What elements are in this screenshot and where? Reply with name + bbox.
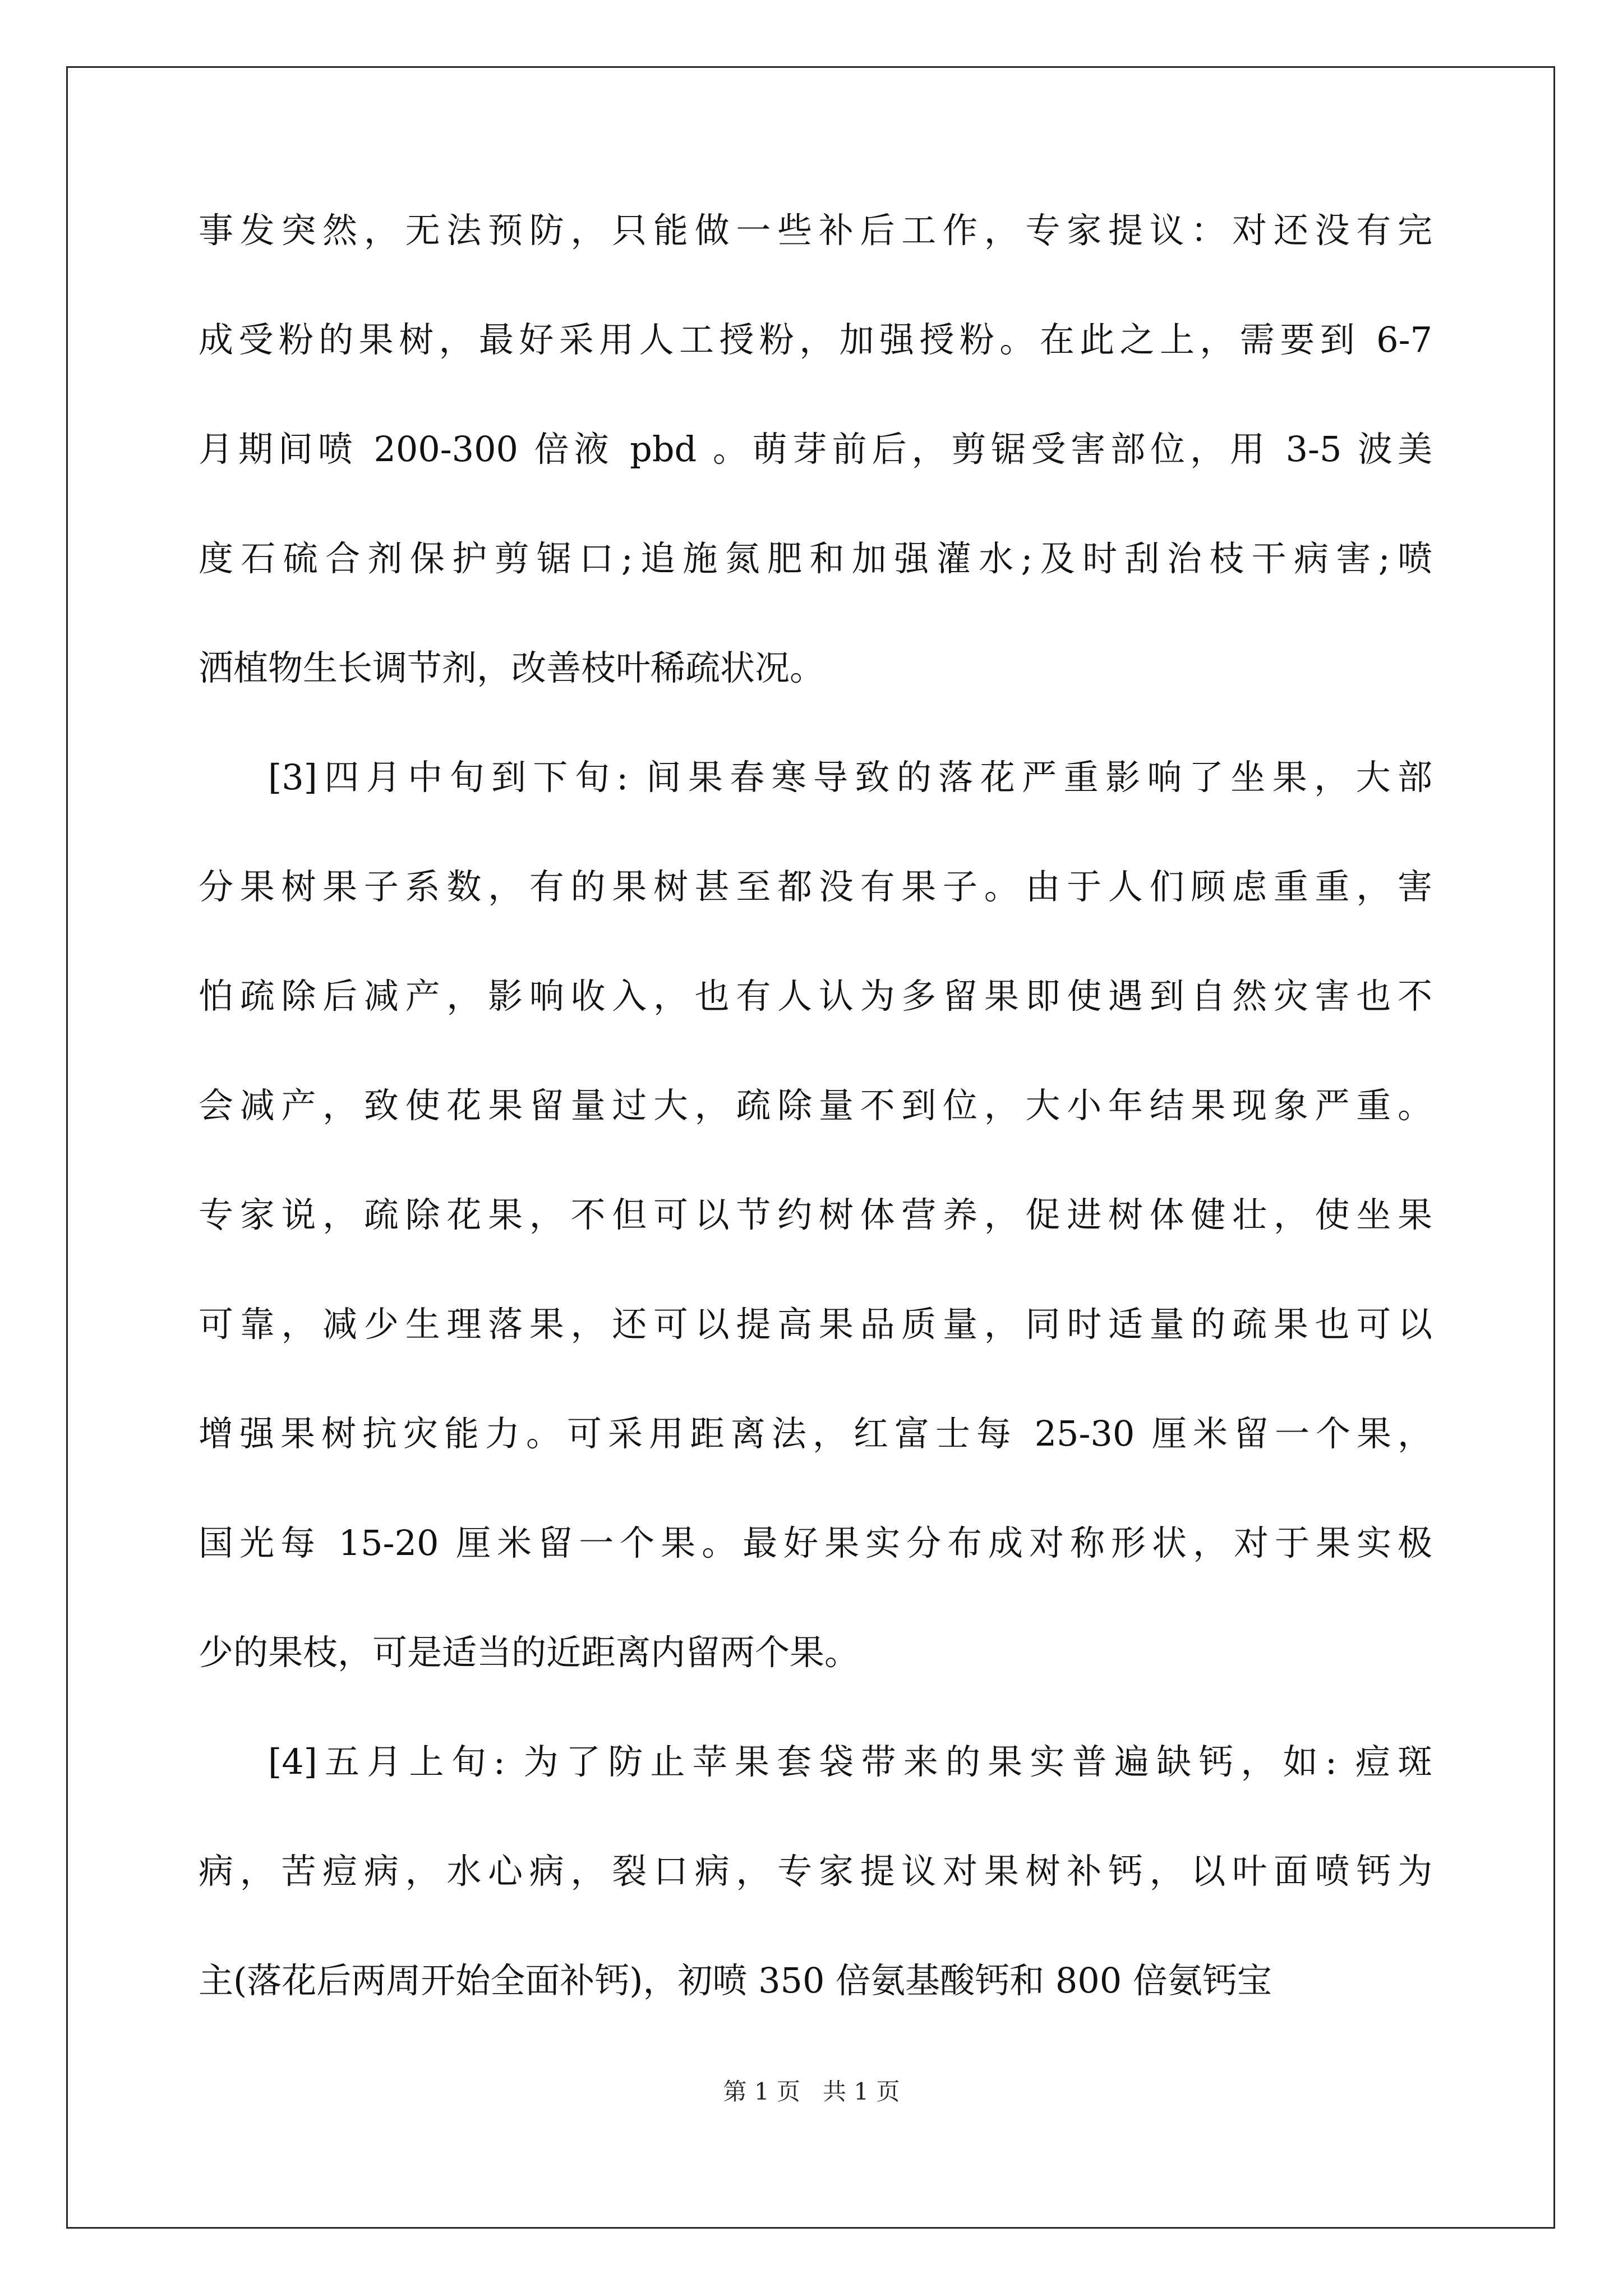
text-line: [3]四月中旬到下旬: 间果春寒导致的落花严重影响了坐果，大部 [268,757,1432,798]
text-line: 可靠，减少生理落果，还可以提高果品质量，同时适量的疏果也可以 [199,1304,1432,1345]
text-line: 专家说，疏除花果，不但可以节约树体营养，促进树体健壮，使坐果 [199,1194,1432,1235]
page-footer: 第 1 页 共 1 页 [723,2078,900,2105]
text-line: 主(落花后两周开始全面补钙)，初喷 350 倍氨基酸钙和 800 倍氨钙宝 [199,1960,1272,2001]
text-line: 增强果树抗灾能力。可采用距离法，红富士每 25-30 厘米留一个果， [199,1413,1432,1454]
text-line: 会减产，致使花果留量过大，疏除量不到位，大小年结果现象严重。 [199,1085,1432,1126]
text-line: 分果树果子系数，有的果树甚至都没有果子。由于人们顾虑重重，害 [199,866,1432,907]
text-line: 怕疏除后减产，影响收入，也有人认为多留果即使遇到自然灾害也不 [199,976,1432,1016]
text-line: 少的果枝，可是适当的近距离内留两个果。 [199,1632,860,1673]
text-line: [4]五月上旬: 为了防止苹果套袋带来的果实普遍缺钙，如: 痘斑 [268,1741,1432,1782]
text-line: 国光每 15-20 厘米留一个果。最好果实分布成对称形状，对于果实极 [199,1522,1432,1563]
text-line: 病，苦痘病，水心病，裂口病，专家提议对果树补钙，以叶面喷钙为 [199,1851,1432,1892]
text-line: 月期间喷 200-300 倍液 pbd 。萌芽前后，剪锯受害部位，用 3-5 波美 [199,429,1432,470]
text-line: 洒植物生长调节剂，改善枝叶稀疏状况。 [199,647,825,688]
text-line: 事发突然，无法预防，只能做一些补后工作，专家提议：对还没有完 [199,210,1432,251]
text-line: 成受粉的果树，最好采用人工授粉，加强授粉。在此之上，需要到 6-7 [199,319,1432,360]
text-line: 度石硫合剂保护剪锯口;追施氮肥和加强灌水;及时刮治枝干病害;喷 [199,538,1432,579]
document-body [199,210,1432,2073]
